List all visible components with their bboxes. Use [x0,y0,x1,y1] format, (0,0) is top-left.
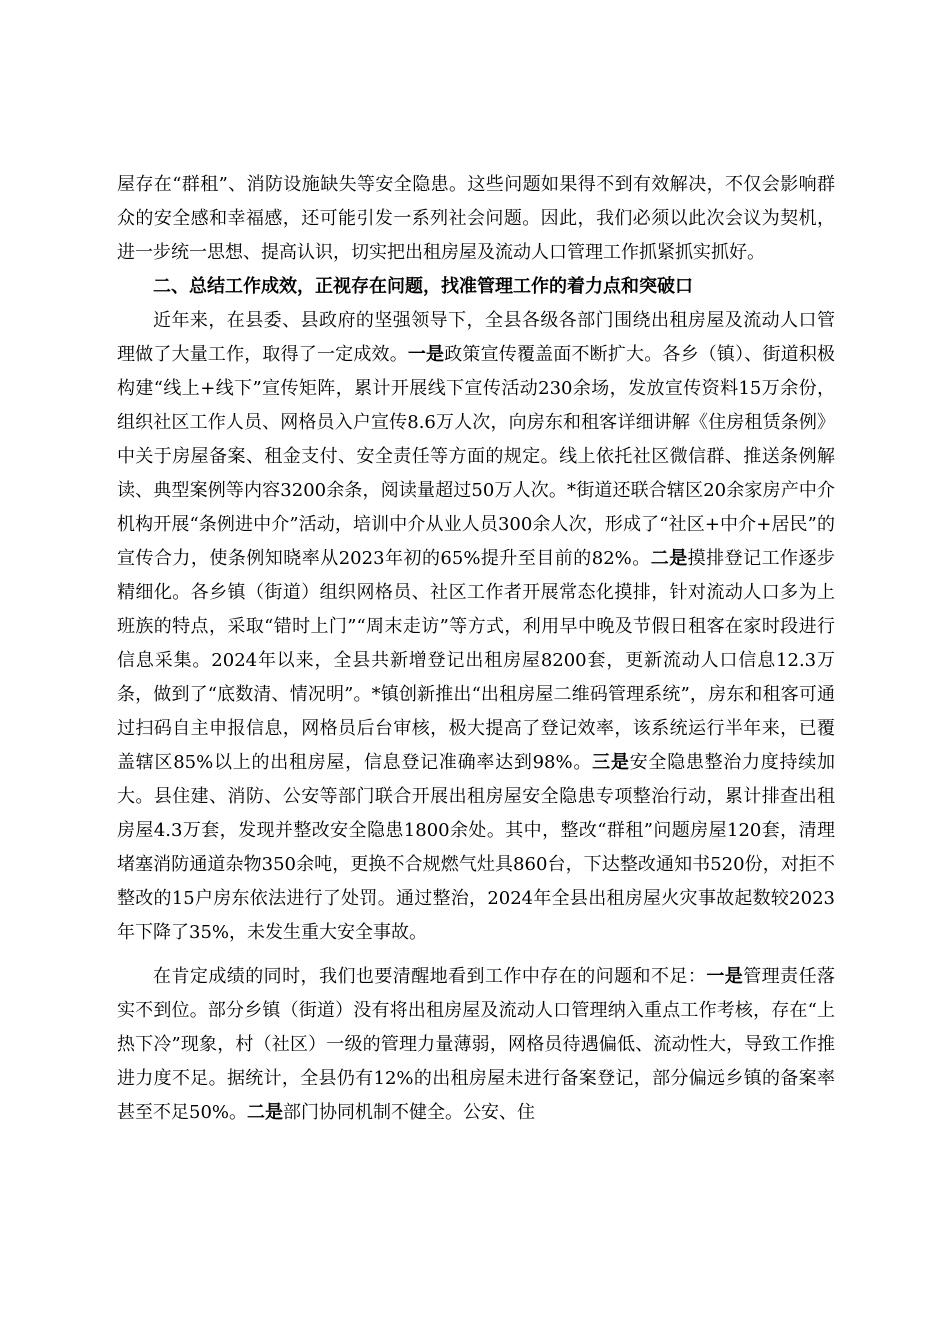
text-run: 管理责任落实不到位。部分乡镇（街道）没有将出租房屋及流动人口管理纳入重点工作考核，存在“上热下冷”现象，村（社区）一级的管理力量薄弱，网格员待遇偏低、流动性大，导致工作推进力度不足。据统计，全县仍有12%的出租房屋未进行备案登记，部分偏远乡镇的备案率甚至不足50%。 [117,966,836,1123]
text-run: 近年来，在县委、县政府的坚强领导下，全县各级各部门围绕出租房屋及流动人口管理做了大量工作，取得了一定成效。 [117,310,835,365]
paragraph-achievements [117,304,835,950]
paragraph-continued: 屋存在“群租”、消防设施缺失等安全隐患。这些问题如果得不到有效解决，不仅会影响群众的安全感和幸福感，还可能引发一系列社会问题。因此，我们必须以此次会议为契机，进一步统一思想、提高认识，切实把出租房屋及流动人口管理工作抓紧抓实抓好。 [117,174,835,263]
bold-marker-first: 一是 [407,344,445,365]
section-heading: 二、总结工作成效，正视存在问题，找准管理工作的着力点和突破口 [153,276,693,297]
text-run: 部门协同机制不健全。公安、住 [283,1102,536,1123]
bold-marker-first: 一是 [706,966,744,987]
text-run: 政策宣传覆盖面不断扩大。各乡（镇）、街道积极构建“线上+线下”宣传矩阵，累计开展线下宣传活动230余场，发放宣传资料15万余份，组织社区工作人员、网格员入户宣传8.6万人次，向房东和租客详细讲解《住房租赁条例》中关于房屋备案、租金支付、安全责任等方面的规定。线上依托社区微信群、推送条例解读、典型案例等内容3200余条，阅读量超过50万人次。*街道还联合辖区20余家房产中介机构开展“条例进中介”活动，培训中介从业人员300余人次，形成了“社区+中介+居民”的宣传合力，使条例知晓率从2023年初的65%提升至目前的82%。 [117,344,836,569]
bold-marker-second: 二是 [247,1102,284,1123]
bold-marker-second: 二是 [650,548,688,569]
paragraph-gap [117,950,835,960]
paragraph-problems [117,960,835,1130]
text-run: 安全隐患整治力度持续加大。县住建、消防、公安等部门联合开展出租房屋安全隐患专项整治行动，累计排查出租房屋4.3万套，发现并整改安全隐患1800余处。其中，整改“群租”问题房屋120套，清理堵塞消防通道杂物350余吨，更换不合规燃气灶具860台，下达整改通知书520份，对拒不整改的15户房东依法进行了处罚。通过整治，2024年全县出租房屋火灾事故起数较2023年下降了35%，未发生重大安全事故。 [117,752,836,943]
text-run: 在肯定成绩的同时，我们也要清醒地看到工作中存在的问题和不足： [153,966,707,987]
bold-marker-third: 三是 [592,752,630,773]
document-body [117,168,835,1130]
text-run: 摸排登记工作逐步精细化。各乡镇（街道）组织网格员、社区工作者开展常态化摸排，针对流动人口多为上班族的特点，采取“错时上门”“周末走访”等方式，利用早中晚及节假日租客在家时段进行信息采集。2024年以来，全县共新增登记出租房屋8200套，更新流动人口信息12.3万条，做到了“底数清、情况明”。*镇创新推出“出租房屋二维码管理系统”，房东和租客可通过扫码自主申报信息，网格员后台审核，极大提高了登记效率，该系统运行半年来，已覆盖辖区85%以上的出租房屋，信息登记准确率达到98%。 [117,548,836,773]
